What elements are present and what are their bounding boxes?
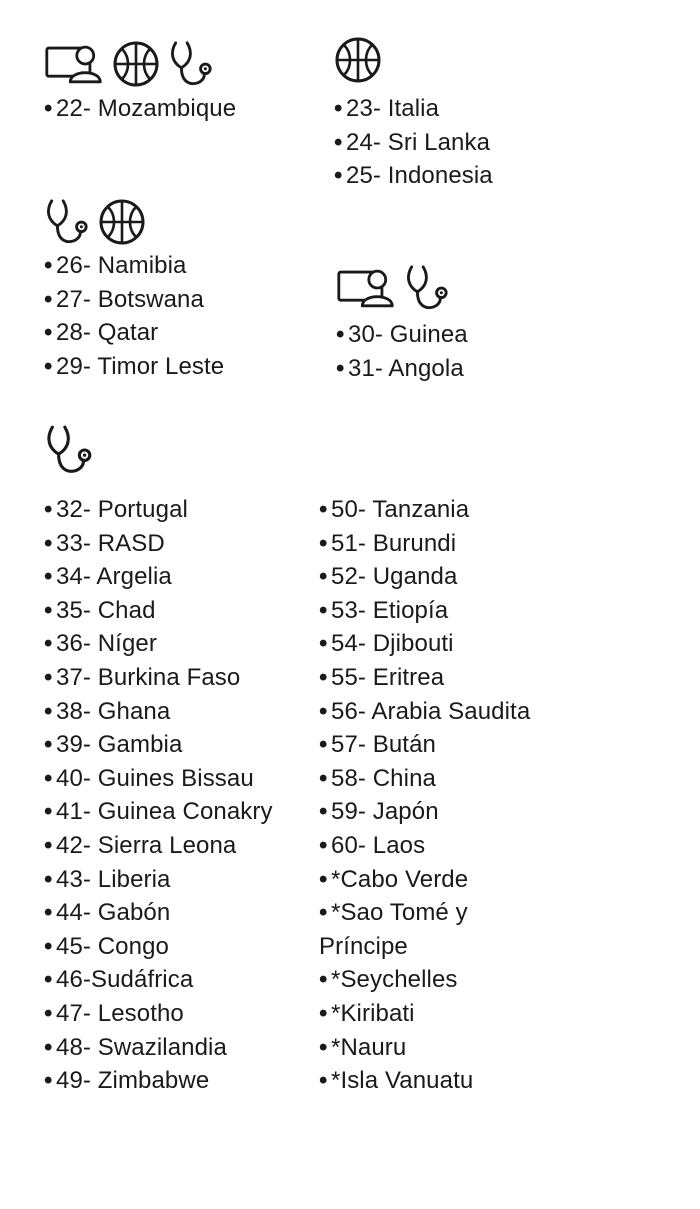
bullet: •	[44, 731, 53, 759]
list-item	[44, 1064, 273, 1098]
country-label: 41- Guinea Conakry	[56, 798, 273, 826]
country-label: 51- Burundi	[331, 529, 457, 557]
list-item	[319, 695, 530, 729]
bullet: •	[44, 496, 53, 523]
bullet: •	[319, 966, 328, 994]
group-icons	[44, 196, 224, 248]
group-icons	[44, 424, 94, 476]
bullet: •	[319, 831, 328, 859]
teacher-icon	[336, 267, 396, 309]
group-icons	[334, 34, 493, 86]
bullet: •	[44, 563, 53, 591]
list-item	[319, 493, 530, 527]
bullet: •	[319, 496, 328, 523]
list-item	[319, 560, 530, 594]
list-item	[319, 762, 530, 796]
bullet: •	[44, 966, 53, 994]
bullet: •	[44, 999, 53, 1027]
country-list	[44, 249, 224, 383]
list-item	[319, 963, 530, 997]
basketball-icon	[334, 36, 382, 84]
list-item	[319, 863, 530, 897]
list-item: • 27- Botswana	[44, 285, 204, 313]
country-label: *Nauru	[331, 1033, 407, 1061]
list-item	[319, 896, 530, 930]
teacher-icon	[44, 43, 104, 85]
list-item	[319, 627, 530, 661]
country-label: 34- Argelia	[56, 563, 172, 591]
list-item	[44, 863, 273, 897]
group-left-column	[44, 493, 273, 1098]
list-item	[44, 627, 273, 661]
list-item	[44, 560, 273, 594]
list-item	[44, 930, 273, 964]
bullet: •	[319, 798, 328, 826]
bullet: •	[44, 831, 53, 859]
group-icons	[336, 262, 468, 314]
group-large-icons	[44, 424, 94, 476]
list-item: • 29- Timor Leste	[44, 352, 225, 380]
bullet: •	[44, 596, 53, 624]
bullet: •	[319, 630, 328, 658]
group-italia	[334, 34, 493, 193]
country-label: 42- Sierra Leona	[56, 831, 237, 859]
stethoscope-icon	[168, 39, 214, 89]
country-list	[336, 318, 468, 385]
bullet: •	[319, 999, 328, 1027]
bullet: •	[319, 731, 328, 759]
list-item	[44, 997, 273, 1031]
list-item	[44, 829, 273, 863]
list-item	[319, 829, 530, 863]
country-label: 45- Congo	[56, 932, 169, 960]
list-item	[44, 795, 273, 829]
bullet: •	[44, 865, 53, 893]
bullet: •	[44, 798, 53, 826]
basketball-icon	[98, 198, 146, 246]
list-item	[319, 594, 530, 628]
country-list	[334, 92, 493, 193]
country-label: 35- Chad	[56, 596, 156, 624]
country-label: 49- Zimbabwe	[56, 1067, 210, 1095]
bullet: •	[44, 764, 53, 792]
bullet: •	[319, 865, 328, 893]
list-item	[319, 1064, 530, 1098]
stethoscope-icon	[404, 263, 450, 313]
country-label: 59- Japón	[331, 798, 439, 826]
bullet: •	[319, 529, 328, 557]
country-label: 56- Arabia Saudita	[331, 697, 531, 725]
stethoscope-icon	[44, 197, 90, 247]
bullet: •	[44, 1067, 53, 1095]
bullet: •	[44, 932, 53, 960]
country-label: 32- Portugal	[56, 496, 188, 523]
list-item: • 25- Indonesia	[334, 162, 493, 190]
list-item	[319, 930, 530, 964]
basketball-icon	[112, 40, 160, 88]
country-label: 50- Tanzania	[331, 496, 470, 523]
list-item	[319, 661, 530, 695]
country-label: *Isla Vanuatu	[331, 1067, 474, 1095]
list-item	[319, 997, 530, 1031]
country-label: 55- Eritrea	[331, 663, 445, 691]
country-label: 40- Guines Bissau	[56, 764, 254, 792]
list-item: • 26- Namibia	[44, 252, 187, 279]
country-label: 38- Ghana	[56, 697, 171, 725]
list-item	[44, 527, 273, 561]
country-label: 48- Swazilandia	[56, 1033, 227, 1061]
list-item: • 28- Qatar	[44, 319, 159, 347]
country-label: *Seychelles	[331, 966, 458, 994]
country-label: Príncipe	[319, 932, 408, 960]
list-item	[44, 762, 273, 796]
list-item	[44, 963, 273, 997]
country-label: 52- Uganda	[331, 563, 458, 591]
list-item	[319, 795, 530, 829]
list-item	[44, 594, 273, 628]
list-item: • 22- Mozambique	[44, 95, 237, 122]
list-item: • 24- Sri Lanka	[334, 128, 491, 156]
bullet: •	[44, 529, 53, 557]
country-label: 44- Gabón	[56, 899, 171, 927]
country-label: 53- Etiopía	[331, 596, 449, 624]
country-label: *Sao Tomé y	[331, 899, 468, 927]
country-label: 46-Sudáfrica	[56, 966, 194, 994]
list-item	[319, 527, 530, 561]
bullet: •	[44, 663, 53, 691]
list-item	[44, 896, 273, 930]
group-right-column	[319, 493, 530, 1098]
country-label: *Kiribati	[331, 999, 415, 1027]
bullet: •	[44, 697, 53, 725]
country-label: 58- China	[331, 764, 436, 792]
bullet: •	[319, 899, 328, 927]
list-item	[44, 493, 273, 527]
list-item	[319, 728, 530, 762]
bullet: •	[319, 1033, 328, 1061]
bullet: •	[319, 1067, 328, 1095]
list-item	[319, 1031, 530, 1065]
country-list	[44, 92, 236, 126]
list-item: • 23- Italia	[334, 95, 440, 122]
country-label: 37- Burkina Faso	[56, 663, 241, 691]
bullet: •	[319, 563, 328, 591]
bullet: •	[319, 764, 328, 792]
list-item: • 30- Guinea	[336, 321, 468, 348]
bullet: •	[44, 899, 53, 927]
list-item	[44, 728, 273, 762]
bullet: •	[319, 596, 328, 624]
list-item: • 31- Angola	[336, 354, 464, 382]
group-mozambique	[44, 38, 236, 126]
list-item	[44, 1031, 273, 1065]
country-label: 43- Liberia	[56, 865, 171, 893]
group-namibia	[44, 196, 224, 383]
bullet: •	[319, 663, 328, 691]
country-label: 57- Bután	[331, 731, 436, 759]
bullet: •	[44, 630, 53, 658]
country-label: *Cabo Verde	[331, 865, 469, 893]
country-list-right	[319, 493, 530, 1098]
list-item	[44, 661, 273, 695]
country-label: 36- Níger	[56, 630, 157, 658]
country-label: 60- Laos	[331, 831, 426, 859]
country-label: 39- Gambia	[56, 731, 183, 759]
group-guinea	[336, 262, 468, 385]
country-list-left	[44, 493, 273, 1098]
group-icons	[44, 38, 236, 90]
bullet: •	[44, 1033, 53, 1061]
bullet: •	[319, 697, 328, 725]
list-item	[44, 695, 273, 729]
stethoscope-icon	[44, 423, 94, 477]
country-label: 54- Djibouti	[331, 630, 454, 658]
country-label: 47- Lesotho	[56, 999, 184, 1027]
country-label: 33- RASD	[56, 529, 165, 557]
